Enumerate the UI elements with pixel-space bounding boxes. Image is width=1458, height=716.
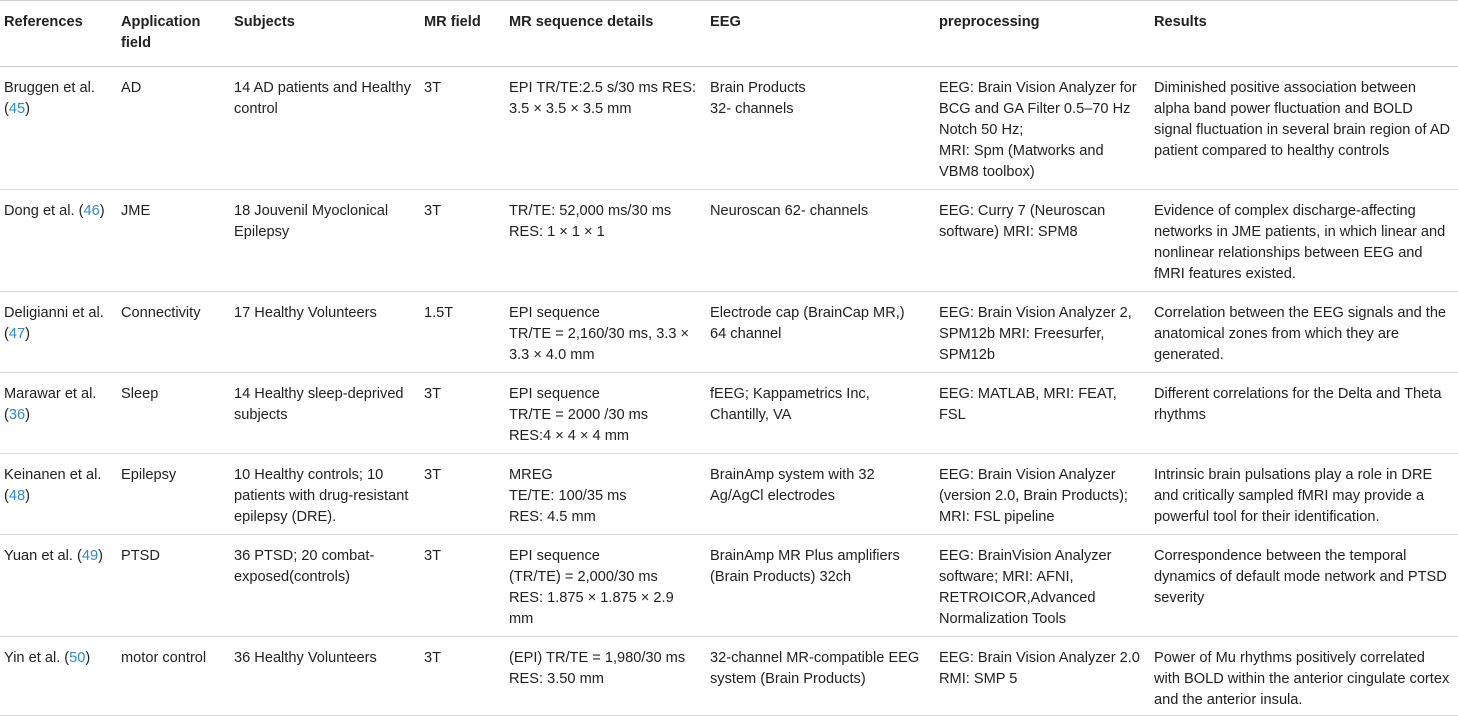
cell-mr-sequence-line: EPI TR/TE:2.5 s/30 ms RES: 3.5 × 3.5 × 3.5 mm (509, 80, 697, 117)
cell-eeg-line: 32- channels (710, 101, 794, 117)
cell-mr-sequence-line: RES: 3.50 mm (509, 671, 604, 687)
table-row (0, 373, 1458, 454)
cell-subjects: 36 PTSD; 20 combat-exposed(controls) (230, 535, 420, 637)
cell-results: Evidence of complex discharge-affecting networks in JME patients, in which linear and nonlinear relationships between EEG and fMRI features existed. (1150, 190, 1458, 292)
cell-subjects: 18 Jouvenil Myoclonical Epilepsy (230, 190, 420, 292)
cell-eeg-line: BrainAmp system with 32 Ag/AgCl electrodes (710, 467, 875, 504)
reference-author: Marawar et al. ( (4, 386, 97, 423)
cell-eeg-line: fEEG; Kappametrics Inc, Chantilly, VA (710, 386, 870, 423)
header-preprocessing: preprocessing (935, 1, 1150, 67)
cell-mr-sequence (505, 373, 706, 454)
table-row (0, 637, 1458, 716)
cell-mr-field: 3T (420, 373, 505, 454)
reference-author: Dong et al. ( (4, 203, 84, 219)
cell-mr-sequence (505, 67, 706, 190)
cell-eeg-line: 64 channel (710, 326, 782, 342)
cell-application-field: Sleep (117, 373, 230, 454)
cell-eeg (706, 535, 935, 637)
cell-mr-sequence-line: EPI sequence (509, 305, 600, 321)
cell-preprocessing (935, 454, 1150, 535)
cell-mr-sequence (505, 454, 706, 535)
cell-mr-sequence-line: RES: 1 × 1 × 1 (509, 224, 605, 240)
cell-eeg-line: Brain Products (710, 80, 806, 96)
cell-results: Correlation between the EEG signals and the anatomical zones from which they are generated. (1150, 292, 1458, 373)
cell-preprocessing-line: Notch 50 Hz; (939, 122, 1024, 138)
reference-number-link[interactable]: 50 (69, 650, 86, 666)
cell-mr-sequence-line: TR/TE = 2,160/30 ms, 3.3 × 3.3 × 4.0 mm (509, 326, 690, 363)
reference-number-link[interactable]: 46 (83, 203, 100, 219)
reference-close: ) (99, 203, 105, 219)
cell-preprocessing-line: EEG: BrainVision Analyzer software; MRI: AFNI, RETROICOR,Advanced Normalization Tools (939, 548, 1112, 627)
table-row (0, 535, 1458, 637)
cell-application-field: Connectivity (117, 292, 230, 373)
cell-reference (0, 454, 117, 535)
table-header (0, 1, 1458, 67)
cell-preprocessing (935, 67, 1150, 190)
cell-preprocessing-line: MRI: Spm (Matworks and VBM8 toolbox) (939, 143, 1104, 180)
header-references: References (0, 1, 117, 67)
reference-close: ) (98, 548, 103, 564)
cell-reference (0, 637, 117, 716)
cell-subjects: 17 Healthy Volunteers (230, 292, 420, 373)
cell-preprocessing-line: EEG: Brain Vision Analyzer 2.0 (939, 650, 1140, 666)
cell-results: Correspondence between the temporal dynamics of default mode network and PTSD severity (1150, 535, 1458, 637)
cell-mr-sequence-line: RES:4 × 4 × 4 mm (509, 428, 630, 444)
cell-eeg (706, 373, 935, 454)
header-mr-sequence: MR sequence details (505, 1, 706, 67)
cell-reference (0, 535, 117, 637)
cell-mr-sequence-line: EPI sequence (509, 548, 600, 564)
cell-mr-field: 3T (420, 637, 505, 716)
cell-mr-sequence-line: TR/TE: 52,000 ms/30 ms (509, 203, 672, 219)
reference-close: ) (25, 488, 30, 504)
cell-eeg (706, 454, 935, 535)
cell-mr-sequence (505, 535, 706, 637)
table-row (0, 454, 1458, 535)
cell-application-field: AD (117, 67, 230, 190)
cell-application-field: motor control (117, 637, 230, 716)
cell-eeg (706, 190, 935, 292)
cell-preprocessing-line: RMI: SMP 5 (939, 671, 1018, 687)
cell-preprocessing-line: EEG: Brain Vision Analyzer 2, SPM12b MRI: Freesurfer, SPM12b (939, 305, 1132, 363)
reference-close: ) (25, 101, 30, 117)
header-mr-field: MR field (420, 1, 505, 67)
cell-results: Diminished positive association between alpha band power fluctuation and BOLD signal fluctuation in several brain region of AD patient compared to healthy controls (1150, 67, 1458, 190)
cell-results: Power of Mu rhythms positively correlated with BOLD within the anterior cingulate cortex and the anterior insula. (1150, 637, 1458, 716)
header-subjects: Subjects (230, 1, 420, 67)
header-eeg: EEG (706, 1, 935, 67)
cell-subjects: 10 Healthy controls; 10 patients with drug-resistant epilepsy (DRE). (230, 454, 420, 535)
cell-subjects: 14 AD patients and Healthy control (230, 67, 420, 190)
cell-reference (0, 373, 117, 454)
cell-mr-field: 1.5T (420, 292, 505, 373)
reference-number-link[interactable]: 45 (8, 101, 26, 117)
reference-author: Yuan et al. ( (4, 548, 82, 564)
cell-reference (0, 67, 117, 190)
reference-number-link[interactable]: 47 (8, 326, 26, 342)
cell-reference (0, 292, 117, 373)
cell-subjects: 14 Healthy sleep-deprived subjects (230, 373, 420, 454)
cell-mr-field: 3T (420, 190, 505, 292)
cell-mr-field: 3T (420, 535, 505, 637)
cell-mr-sequence-line: (EPI) TR/TE = 1,980/30 ms (509, 650, 686, 666)
reference-author: Deligianni et al. ( (4, 305, 104, 342)
cell-eeg (706, 292, 935, 373)
reference-number-link[interactable]: 36 (8, 407, 26, 423)
reference-close: ) (25, 407, 30, 423)
cell-preprocessing-line: EEG: Brain Vision Analyzer for BCG and GA Filter 0.5–70 Hz (939, 80, 1137, 117)
cell-mr-sequence-line: TE/TE: 100/35 ms (509, 488, 627, 504)
header-application-field: Application field (117, 1, 230, 67)
cell-mr-sequence (505, 292, 706, 373)
cell-mr-sequence-line: (TR/TE) = 2,000/30 ms (509, 569, 658, 585)
cell-preprocessing (935, 373, 1150, 454)
table-row (0, 67, 1458, 190)
cell-mr-sequence (505, 190, 706, 292)
cell-preprocessing (935, 637, 1150, 716)
cell-eeg (706, 67, 935, 190)
cell-mr-sequence-line: RES: 1.875 × 1.875 × 2.9 mm (509, 590, 674, 627)
cell-mr-sequence (505, 637, 706, 716)
cell-preprocessing (935, 535, 1150, 637)
reference-number-link[interactable]: 48 (8, 488, 26, 504)
cell-mr-sequence-line: EPI sequence (509, 386, 600, 402)
cell-eeg-line: Electrode cap (BrainCap MR,) (710, 305, 905, 321)
cell-preprocessing-line: EEG: MATLAB, MRI: FEAT, FSL (939, 386, 1117, 423)
cell-eeg-line: BrainAmp MR Plus amplifiers (Brain Products) 32ch (710, 548, 900, 585)
cell-results: Different correlations for the Delta and Theta rhythms (1150, 373, 1458, 454)
reference-author: Yin et al. ( (4, 650, 70, 666)
cell-eeg-line: 32-channel MR-compatible EEG system (Brain Products) (710, 650, 920, 687)
cell-results: Intrinsic brain pulsations play a role in DRE and critically sampled fMRI may provide a powerful tool for their identification. (1150, 454, 1458, 535)
cell-eeg-line: Neuroscan 62- channels (710, 203, 869, 219)
table-row (0, 292, 1458, 373)
cell-reference (0, 190, 117, 292)
cell-mr-sequence-line: RES: 4.5 mm (509, 509, 596, 525)
cell-mr-sequence-line: MREG (509, 467, 553, 483)
table-row (0, 190, 1458, 292)
cell-subjects: 36 Healthy Volunteers (230, 637, 420, 716)
reference-close: ) (25, 326, 30, 342)
cell-mr-field: 3T (420, 67, 505, 190)
cell-preprocessing (935, 292, 1150, 373)
cell-eeg (706, 637, 935, 716)
header-row (0, 1, 1458, 67)
cell-mr-field: 3T (420, 454, 505, 535)
reference-author: Keinanen et al. ( (4, 467, 102, 504)
table-body (0, 67, 1458, 716)
cell-application-field: PTSD (117, 535, 230, 637)
reference-author: Bruggen et al. ( (4, 80, 95, 117)
header-results: Results (1150, 1, 1458, 67)
cell-preprocessing-line: EEG: Curry 7 (Neuroscan software) MRI: SPM8 (939, 203, 1106, 240)
reference-close: ) (85, 650, 91, 666)
cell-preprocessing (935, 190, 1150, 292)
cell-application-field: Epilepsy (117, 454, 230, 535)
cell-preprocessing-line: EEG: Brain Vision Analyzer (version 2.0, Brain Products); MRI: FSL pipeline (939, 467, 1128, 525)
reference-number-link[interactable]: 49 (81, 548, 99, 564)
cell-mr-sequence-line: TR/TE = 2000 /30 ms (509, 407, 649, 423)
cell-application-field: JME (117, 190, 230, 292)
